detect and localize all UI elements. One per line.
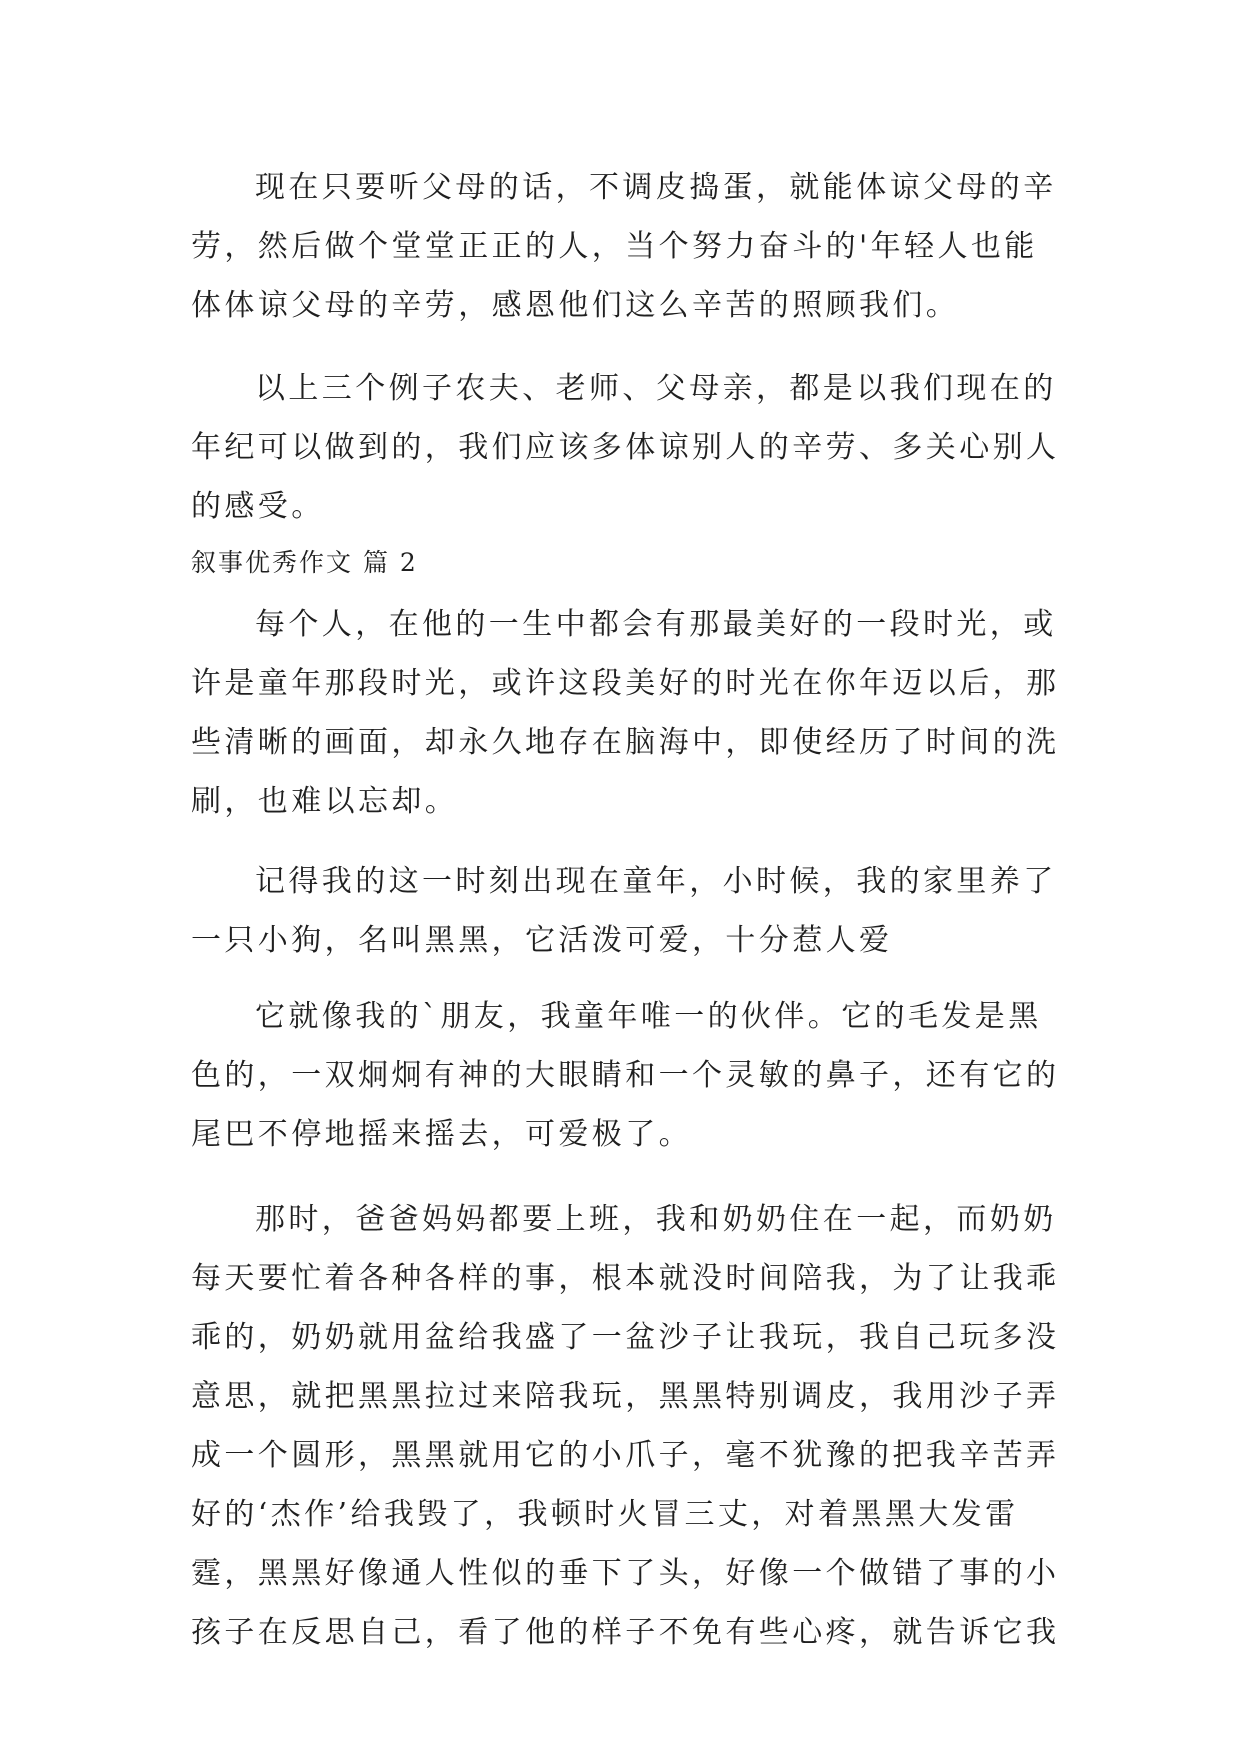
text-line: 年纪可以做到的，我们应该多体谅别人的辛劳、多关心别人 xyxy=(191,430,1060,465)
text-line: 成一个圆形，黑黑就用它的小爪子，毫不犹豫的把我辛苦弄 xyxy=(191,1438,1060,1473)
text-line: 好的‘杰作’给我毁了，我顿时火冒三丈，对着黑黑大发雷 xyxy=(191,1497,1019,1532)
text-line: 一只小狗，名叫黑黑，它活泼可爱，十分惹人爱 xyxy=(191,923,893,958)
text-line: 刷，也难以忘却。 xyxy=(191,784,459,819)
text-line: 记得我的这一时刻出现在童年，小时候，我的家里养了 xyxy=(255,864,1057,899)
text-line: 乖的，奶奶就用盆给我盛了一盆沙子让我玩，我自己玩多没 xyxy=(191,1320,1060,1355)
text-line: 的感受。 xyxy=(191,489,325,524)
text-line: 些清晰的画面，却永久地存在脑海中，即使经历了时间的洗 xyxy=(191,725,1060,760)
text-line: 那时，爸爸妈妈都要上班，我和奶奶住在一起，而奶奶 xyxy=(255,1202,1057,1237)
text-line: 劳，然后做个堂堂正正的人，当个努力奋斗的'年轻人也能 xyxy=(191,229,1038,264)
text-line: 体体谅父母的辛劳，感恩他们这么辛苦的照顾我们。 xyxy=(191,288,960,323)
text-line: 许是童年那段时光，或许这段美好的时光在你年迈以后，那 xyxy=(191,666,1060,701)
text-line: 现在只要听父母的话，不调皮捣蛋，就能体谅父母的辛 xyxy=(255,170,1057,205)
text-line: 尾巴不停地摇来摇去，可爱极了。 xyxy=(191,1117,692,1152)
text-line: 色的，一双炯炯有神的大眼睛和一个灵敏的鼻子，还有它的 xyxy=(191,1058,1060,1093)
text-line: 每个人，在他的一生中都会有那最美好的一段时光，或 xyxy=(255,607,1057,642)
text-line: 它就像我的`朋友，我童年唯一的伙伴。它的毛发是黑 xyxy=(255,999,1042,1034)
text-line: 霆，黑黑好像通人性似的垂下了头，好像一个做错了事的小 xyxy=(191,1556,1060,1591)
text-line: 以上三个例子农夫、老师、父母亲，都是以我们现在的 xyxy=(255,371,1057,406)
text-line: 每天要忙着各种各样的事，根本就没时间陪我，为了让我乖 xyxy=(191,1261,1060,1296)
text-line: 孩子在反思自己，看了他的样子不免有些心疼，就告诉它我 xyxy=(191,1615,1060,1650)
text-line: 意思，就把黑黑拉过来陪我玩，黑黑特别调皮，我用沙子弄 xyxy=(191,1379,1060,1414)
section-heading: 叙事优秀作文 篇 2 xyxy=(191,548,418,577)
